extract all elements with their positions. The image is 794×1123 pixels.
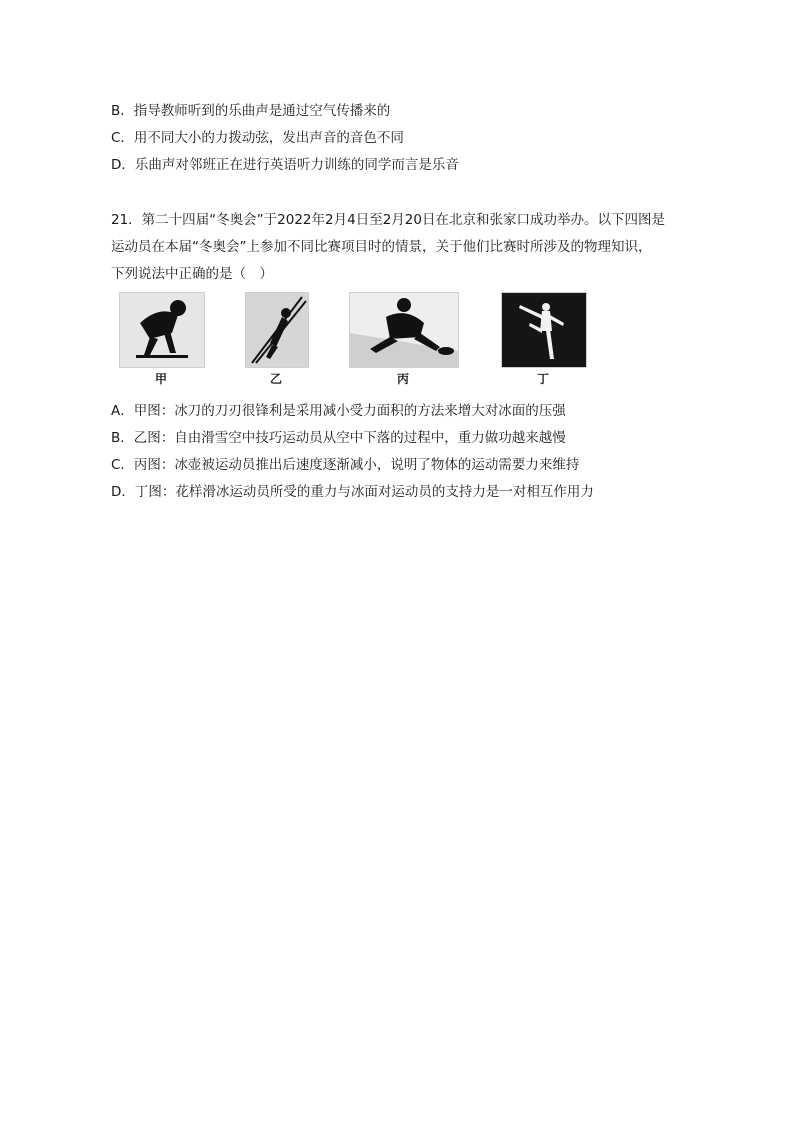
figure-caption: 丁 (536, 372, 549, 386)
prev-option-c: C．用不同大小的力拨动弦，发出声音的音色不同 (111, 130, 404, 146)
question-stem-line-1: 21．第二十四届“冬奥会”于2022年2月4日至2月20日在北京和张家口成功举办。以下四图是 (111, 212, 665, 228)
question-stem-line-3: 下列说法中正确的是（ ） (111, 266, 273, 282)
speed-skater-photo-icon (119, 292, 205, 368)
figure-caption: 甲 (154, 372, 167, 386)
question-option-a: A．甲图：冰刀的刀刃很锋利是采用减小受力面积的方法来增大对冰面的压强 (111, 403, 566, 419)
figure-caption: 乙 (269, 372, 282, 386)
prev-option-d: D．乐曲声对邻班正在进行英语听力训练的同学而言是乐音 (111, 157, 459, 173)
question-option-d: D．丁图：花样滑冰运动员所受的重力与冰面对运动员的支持力是一对相互作用力 (111, 484, 594, 500)
figure-caption: 丙 (396, 372, 409, 386)
figure-skater-photo-icon (501, 292, 587, 368)
question-option-c: C．丙图：冰壶被运动员推出后速度逐渐减小，说明了物体的运动需要力来维持 (111, 457, 580, 473)
prev-option-b: B．指导教师听到的乐曲声是通过空气传播来的 (111, 103, 391, 119)
aerial-skier-photo-icon (245, 292, 309, 368)
curling-photo-icon (349, 292, 459, 368)
question-option-b: B．乙图：自由滑雪空中技巧运动员从空中下落的过程中，重力做功越来越慢 (111, 430, 566, 446)
question-stem-line-2: 运动员在本届“冬奥会”上参加不同比赛项目时的情景，关于他们比赛时所涉及的物理知识， (111, 239, 652, 255)
